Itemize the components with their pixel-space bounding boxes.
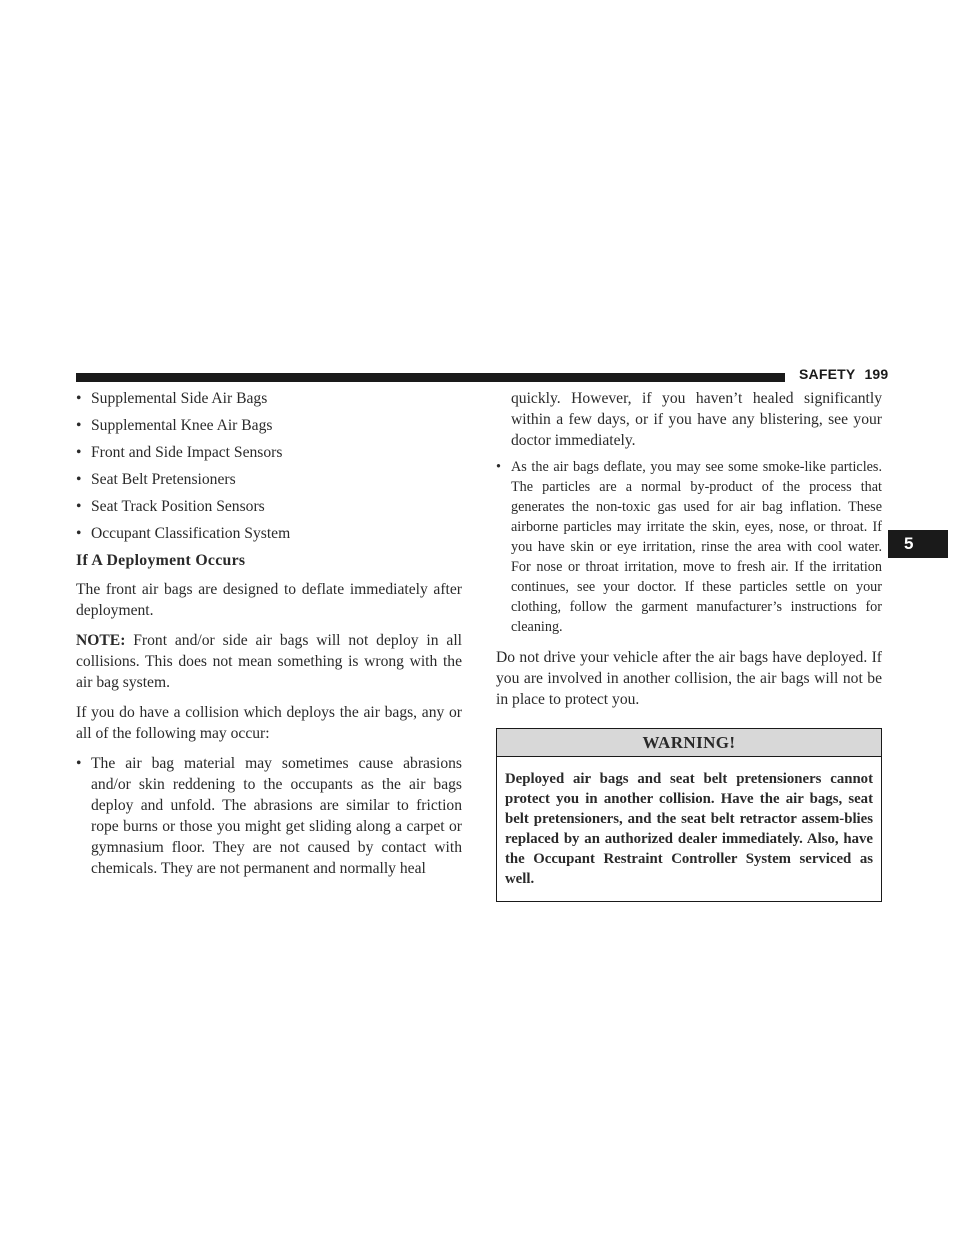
- warning-text: Deployed air bags and seat belt pretensioners cannot protect you in another collision. Have the air bags, seat belt pretensioners, and the seat belt retractor assem-blies replaced by an authorized dealer immediately. Also, have the Occupant Restraint Controller System serviced as well.: [505, 771, 873, 887]
- chapter-tab: 5: [888, 530, 948, 558]
- section-heading: If A Deployment Occurs: [76, 552, 246, 569]
- paragraph: If you do have a collision which deploys the air bags, any or all of the following may occur:: [76, 704, 462, 742]
- right-column: [496, 388, 882, 902]
- left-column: [76, 388, 462, 885]
- paragraph: The front air bags are designed to deflate immediately after deployment.: [76, 581, 462, 619]
- note-label: NOTE:: [76, 632, 126, 649]
- section-title: SAFETY: [799, 366, 856, 382]
- list-item: • The air bag material may sometimes cause abrasions and/or skin reddening to the occupants as the air bags deploy and unfold. The abrasions are similar to friction rope burns or those you might get sliding along a carpet or gymnasium floor. They are not caused by contact with chemicals. They are not permanent and normally heal: [76, 753, 462, 879]
- effects-list-continued: [496, 457, 882, 637]
- continued-bullet-text: quickly. However, if you haven’t healed significantly within a few days, or if you have any blistering, see your doctor immediately.: [511, 390, 882, 449]
- paragraph: Do not drive your vehicle after the air bags have deployed. If you are involved in another collision, the air bags will not be in place to protect you.: [496, 649, 882, 708]
- page-number: 199: [864, 366, 889, 382]
- warning-title: WARNING!: [497, 729, 881, 757]
- list-item: • Seat Track Position Sensors: [76, 496, 462, 517]
- list-item: • Seat Belt Pretensioners: [76, 469, 462, 490]
- list-item: • Supplemental Side Air Bags: [76, 388, 462, 409]
- list-item: • Front and Side Impact Sensors: [76, 442, 462, 463]
- component-list: [76, 388, 462, 544]
- effects-list: [76, 753, 462, 879]
- running-header: [799, 366, 888, 382]
- list-item: • Supplemental Knee Air Bags: [76, 415, 462, 436]
- note-text: Front and/or side air bags will not deploy in all collisions. This does not mean something is wrong with the air bag system.: [76, 632, 462, 691]
- list-item: • As the air bags deflate, you may see some smoke-like particles. The particles are a normal by-product of the process that generates the non-toxic gas used for air bag inflation. These airborne particles may irritate the skin, eyes, nose, or throat. If you have skin or eye irritation, rinse the area with cool water. For nose or throat irritation, move to fresh air. If the irritation continues, see your doctor. If these particles settle on your clothing, follow the garment manufacturer’s instructions for cleaning.: [496, 457, 882, 637]
- warning-box: [496, 728, 882, 902]
- header-rule: [76, 373, 785, 382]
- list-item: • Occupant Classification System: [76, 523, 462, 544]
- note-paragraph: [76, 630, 462, 693]
